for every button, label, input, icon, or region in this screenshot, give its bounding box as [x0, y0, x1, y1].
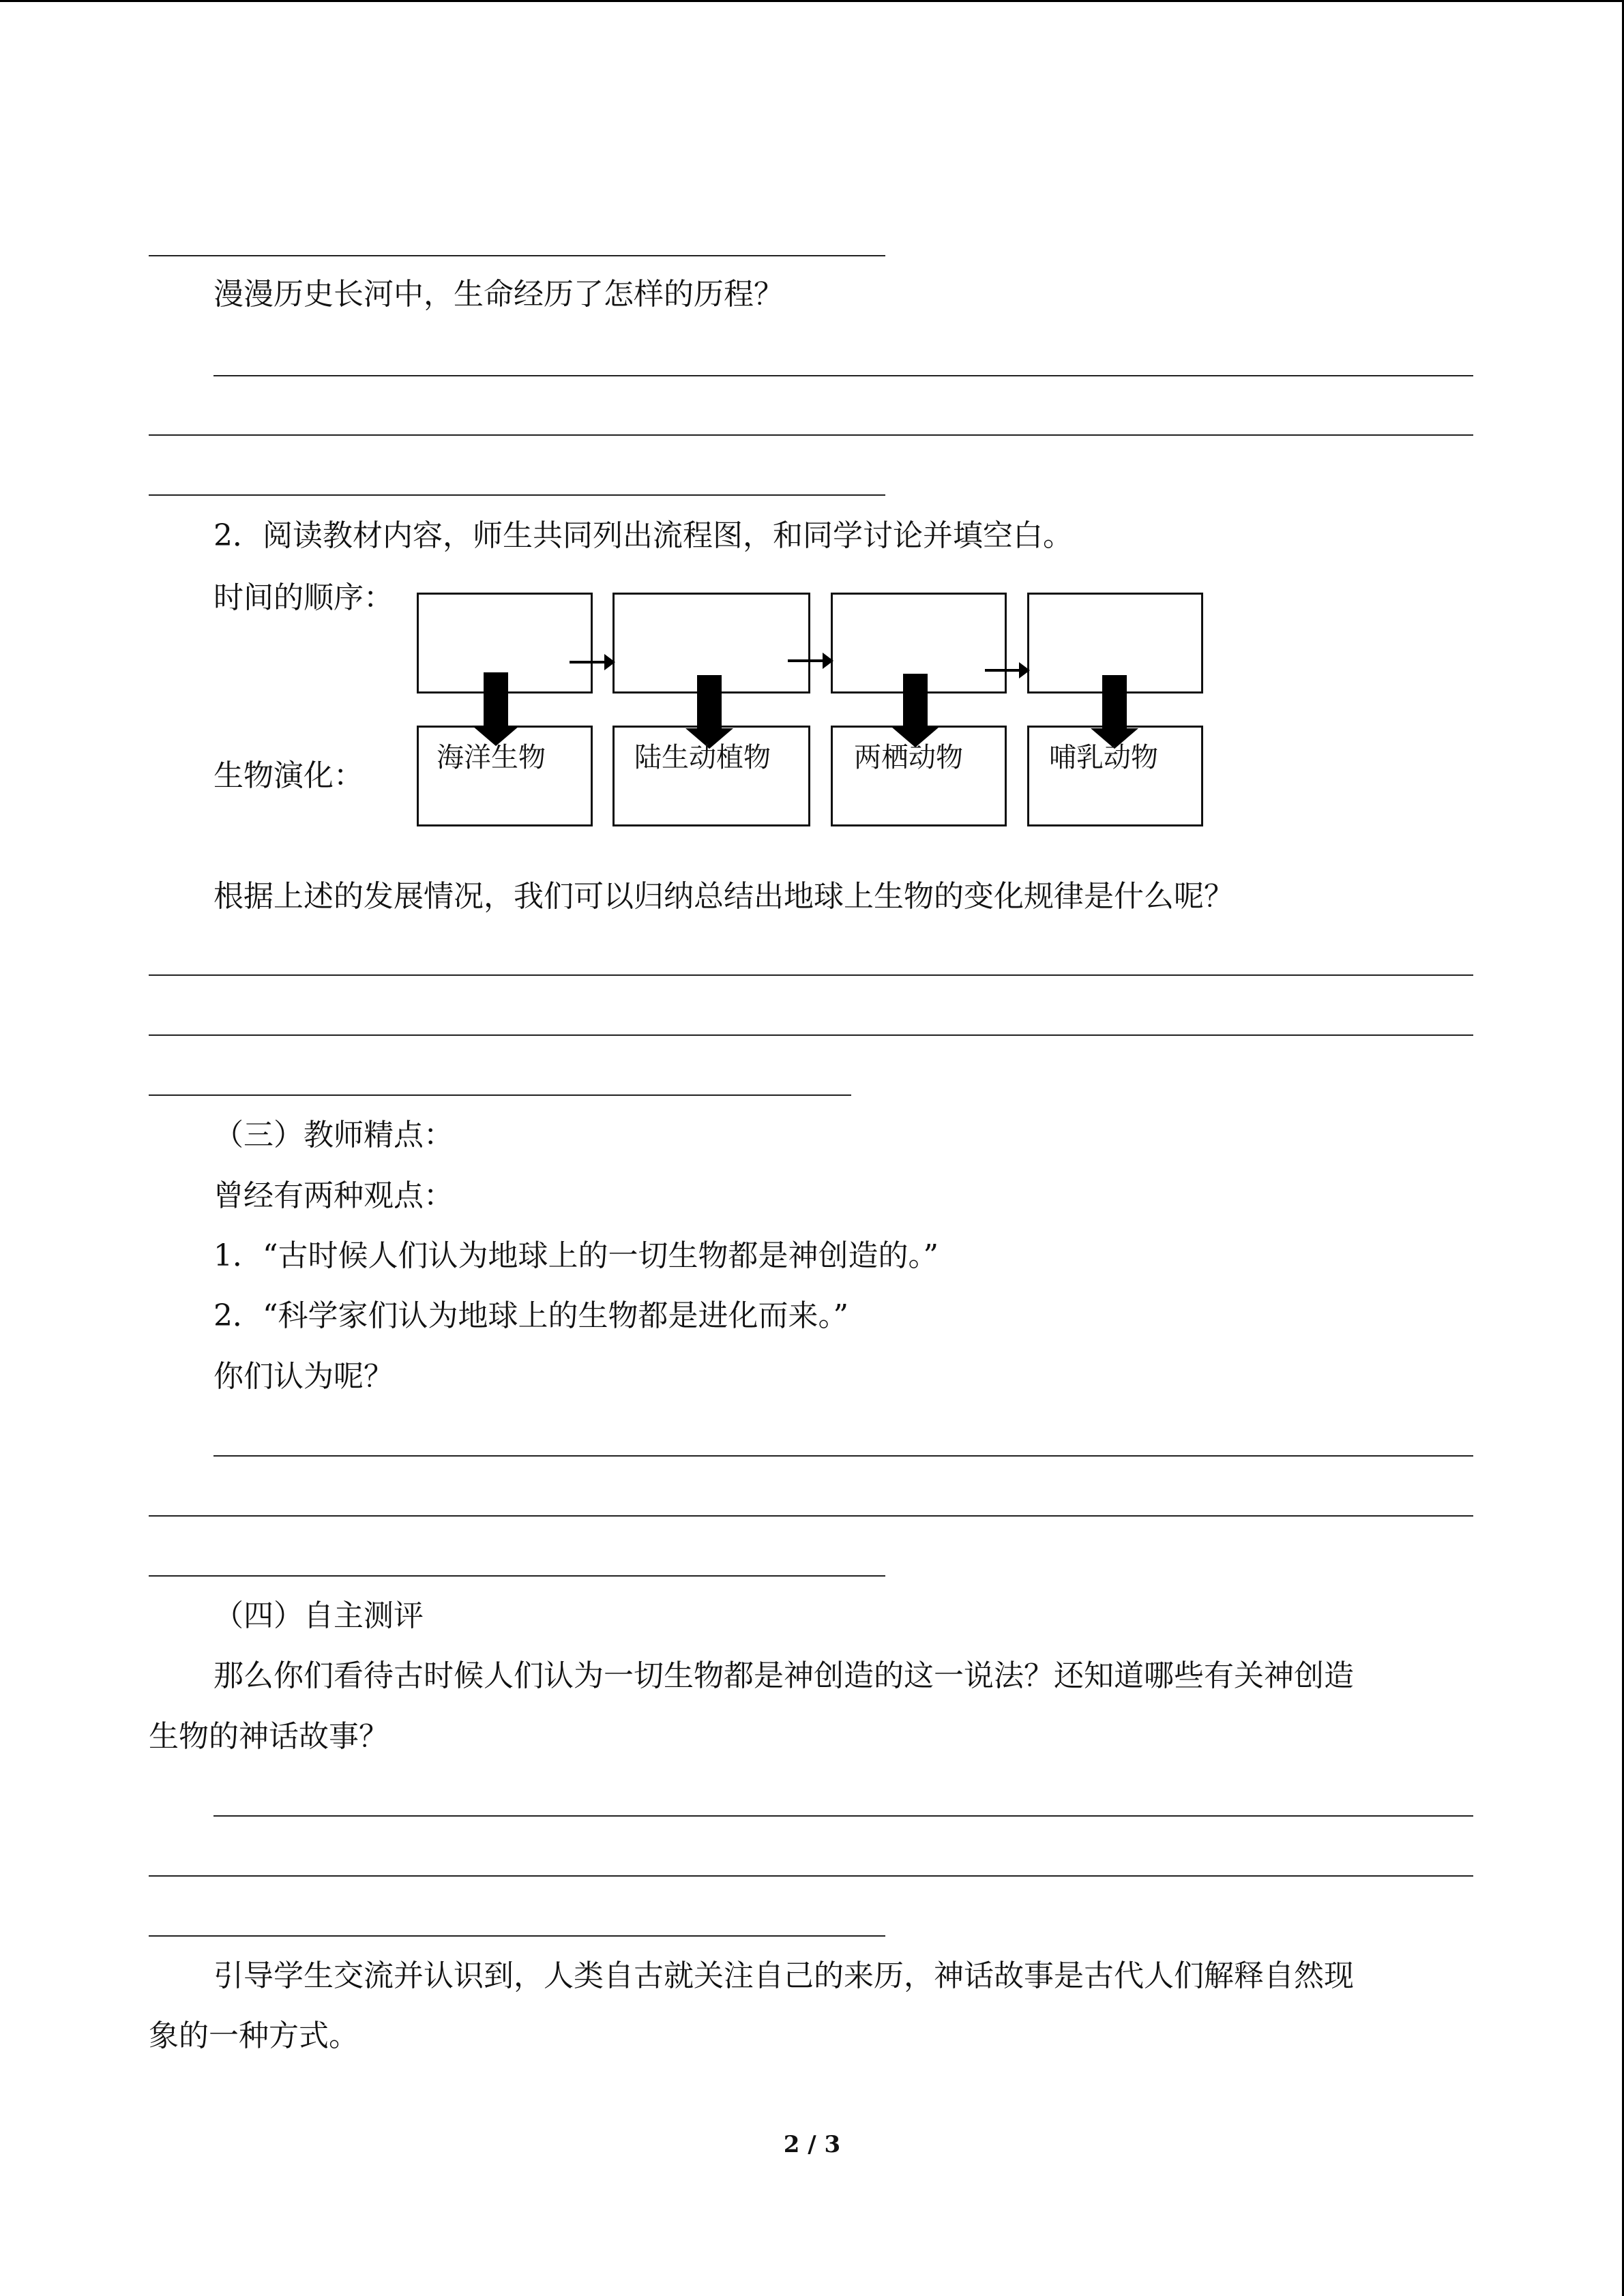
guidance-line-2: 象的一种方式。 [149, 2018, 359, 2053]
answer-line [213, 1815, 1473, 1817]
answer-line [149, 1875, 1473, 1877]
evolution-label-mammal: 哺乳动物 [1049, 742, 1158, 773]
question-pattern: 根据上述的发展情况，我们可以归纳总结出地球上生物的变化规律是什么呢？ [213, 879, 1234, 914]
evolution-label-land: 陆生动植物 [634, 742, 771, 773]
item-2-instruction: 2．阅读教材内容，师生共同列出流程图，和同学讨论并填空白。 [213, 518, 1073, 553]
down-arrow-icon [903, 674, 928, 727]
right-arrow-icon [985, 669, 1027, 672]
bio-evolution-label: 生物演化： [213, 758, 364, 793]
answer-line [213, 1455, 1473, 1457]
guidance-line-1: 引导学生交流并认识到，人类自古就关注自己的来历，神话故事是古代人们解释自然现 [213, 1958, 1354, 1993]
two-views-intro: 曾经有两种观点： [213, 1178, 454, 1213]
answer-line [149, 434, 1473, 436]
right-arrow-icon [570, 661, 612, 664]
answer-line [149, 1094, 851, 1096]
your-view-question: 你们认为呢？ [213, 1359, 394, 1394]
evolution-label-marine: 海洋生物 [437, 742, 546, 773]
down-arrow-icon [697, 675, 722, 728]
question-myth-line-2: 生物的神话故事？ [149, 1719, 389, 1754]
answer-line [149, 1575, 885, 1577]
page-number: 2 / 3 [783, 2131, 841, 2158]
question-history: 漫漫历史长河中，生命经历了怎样的历程？ [213, 277, 784, 312]
answer-line [149, 255, 885, 256]
answer-line [149, 974, 1473, 976]
down-arrow-icon [484, 672, 508, 726]
answer-line [149, 1034, 1473, 1036]
answer-line [149, 1515, 1473, 1517]
view-1: 1．“古时候人们认为地球上的一切生物都是神创造的。” [213, 1238, 939, 1273]
page-border-top [0, 0, 1624, 2]
answer-line [149, 494, 885, 496]
section-3-heading: （三）教师精点： [213, 1118, 454, 1152]
evolution-label-amphibian: 两栖动物 [854, 742, 963, 773]
question-myth-line-1: 那么你们看待古时候人们认为一切生物都是神创造的这一说法？还知道哪些有关神创造 [213, 1658, 1354, 1693]
view-2: 2．“科学家们认为地球上的生物都是进化而来。” [213, 1298, 848, 1333]
answer-line [149, 1935, 885, 1937]
section-4-heading: （四）自主测评 [213, 1598, 424, 1633]
time-order-label: 时间的顺序： [213, 580, 394, 615]
right-arrow-icon [788, 659, 831, 662]
answer-line [213, 375, 1473, 376]
down-arrow-icon [1102, 675, 1127, 728]
